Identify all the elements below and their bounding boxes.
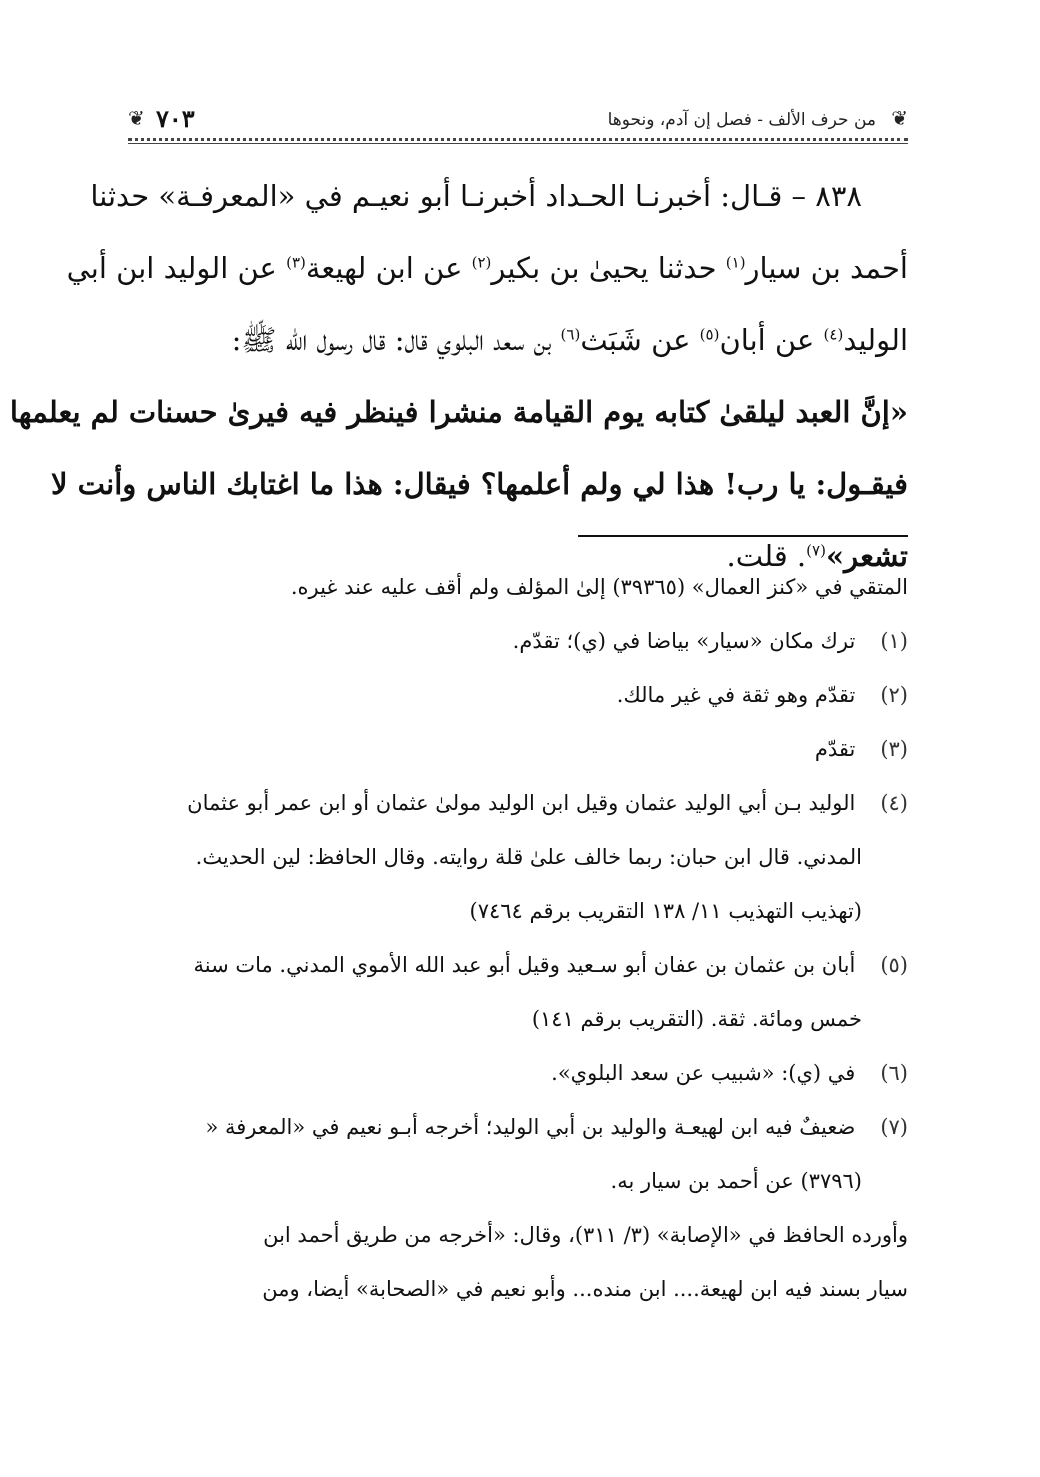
text-line-4: «إنَّ العبد ليلقىٰ كتابه يوم القيامة منشرا فينظر فيه فيرىٰ حسنات لم يعلمها bbox=[9, 395, 908, 429]
footnote-number: (٦) bbox=[880, 1061, 908, 1085]
footnote-text: في (ي): «شبيب عن سعد البلوي». bbox=[551, 1061, 856, 1085]
footnote-4 bbox=[130, 776, 908, 830]
footnote-7-extra: سيار بسند فيه ابن لهيعة.... ابن منده... وأبو نعيم في «الصحابة» أيضا، ومن bbox=[262, 1277, 908, 1301]
text-segment: عن أبان bbox=[719, 323, 824, 357]
running-title: من حرف الألف - فصل إن آدم، ونحوها bbox=[607, 110, 876, 130]
footnote-text: ضعيفٌ فيه ابن لهيعـة والوليد بن أبي الوليد؛ أخرجه أبـو نعيم في «المعرفة « bbox=[205, 1115, 856, 1139]
text-segment: أحمد بن سيار bbox=[745, 251, 908, 285]
footnote-text: تقدّم bbox=[814, 737, 856, 761]
header-rule bbox=[128, 138, 908, 144]
text-segment: . قلت. bbox=[726, 539, 807, 573]
footnote-number: (٧) bbox=[880, 1115, 908, 1139]
text-line-3 bbox=[130, 304, 908, 376]
hadith-text bbox=[9, 160, 908, 592]
footnote-number: (٤) bbox=[880, 791, 908, 815]
footnote-7-cont: (٣٧٩٦) عن أحمد بن سيار به. bbox=[610, 1169, 862, 1193]
text-segment: تشعر» bbox=[825, 539, 908, 573]
text-segment: بن سعد البلوي قال: قال رسول الله ﷺ: bbox=[231, 323, 561, 357]
footnote-text: أبان بن عثمان بن عفان أبو سـعيد وقيل أبو عبد الله الأموي المدني. مات سنة bbox=[193, 953, 856, 977]
ornament-right-icon: ❦ bbox=[891, 106, 908, 130]
footnote-3 bbox=[130, 722, 908, 776]
footnote-ref-1[interactable]: (١) bbox=[725, 253, 746, 272]
footnote-4-cont: (تهذيب التهذيب ١١/ ١٣٨ التقريب برقم ٧٤٦٤) bbox=[469, 899, 862, 923]
text-segment: الوليد bbox=[843, 323, 908, 357]
footnote-text: تقدّم وهو ثقة في غير مالك. bbox=[616, 683, 856, 707]
text-segment: عن الوليد ابن أبي bbox=[66, 251, 287, 285]
page-number: ٧٠٣ bbox=[156, 104, 195, 133]
footnote-6 bbox=[130, 1046, 908, 1100]
text-segment: عن ابن لهيعة bbox=[305, 251, 472, 285]
footnote-text: الوليد بـن أبي الوليد عثمان وقيل ابن الوليد مولىٰ عثمان أو ابن عمر أبو عثمان bbox=[187, 791, 856, 815]
footnote-text: ترك مكان «سيار» بياضا في (ي)؛ تقدّم. bbox=[512, 629, 856, 653]
page-header bbox=[128, 100, 908, 140]
footnote-7-extra: وأورده الحافظ في «الإصابة» (٣/ ٣١١)، وقال: «أخرجه من طريق أحمد ابن bbox=[263, 1223, 908, 1247]
footnote-number: (١) bbox=[880, 629, 908, 653]
ornament-left-icon: ❦ bbox=[128, 106, 145, 130]
footnote-separator bbox=[578, 535, 908, 537]
footnote-number: (٢) bbox=[880, 683, 908, 707]
footnote-2 bbox=[130, 668, 908, 722]
footnote-ref-4[interactable]: (٤) bbox=[823, 325, 844, 344]
footnote-ref-2[interactable]: (٢) bbox=[471, 253, 492, 272]
footnote-number: (٣) bbox=[880, 737, 908, 761]
text-line-1: ٨٣٨ – قـال: أخبرنـا الحـداد أخبرنـا أبو نعيـم في «المعرفـة» حدثنا bbox=[90, 179, 862, 213]
footnote-ref-3[interactable]: (٣) bbox=[286, 253, 306, 272]
footnote-intro: المتقي في «كنز العمال» (٣٩٣٦٥) إلىٰ المؤلف ولم أقف عليه عند غيره. bbox=[290, 575, 908, 599]
text-segment: حدثنا يحيىٰ بن بكير bbox=[491, 251, 726, 285]
footnote-5-cont: خمس ومائة. ثقة. (التقريب برقم ١٤١) bbox=[531, 1007, 862, 1031]
text-line-5: فيقـول: يا رب! هذا لي ولم أعلمها؟ فيقال: هذا ما اغتابك الناس وأنت لا bbox=[51, 467, 908, 501]
footnote-ref-5[interactable]: (٥) bbox=[699, 325, 720, 344]
footnote-number: (٥) bbox=[880, 953, 908, 977]
footnote-5 bbox=[130, 938, 908, 992]
text-line-2 bbox=[66, 232, 908, 304]
footnote-4-cont: المدني. قال ابن حبان: ربما خالف علىٰ قلة روايته. وقال الحافظ: لين الحديث. bbox=[195, 845, 862, 869]
text-segment: عن شَبَث bbox=[580, 323, 700, 357]
footnote-1 bbox=[130, 614, 908, 668]
footnote-ref-6[interactable]: (٦) bbox=[560, 325, 581, 344]
footnote-7 bbox=[130, 1100, 908, 1154]
footnotes bbox=[130, 560, 908, 1316]
footnote-ref-7[interactable]: (٧) bbox=[806, 541, 826, 560]
